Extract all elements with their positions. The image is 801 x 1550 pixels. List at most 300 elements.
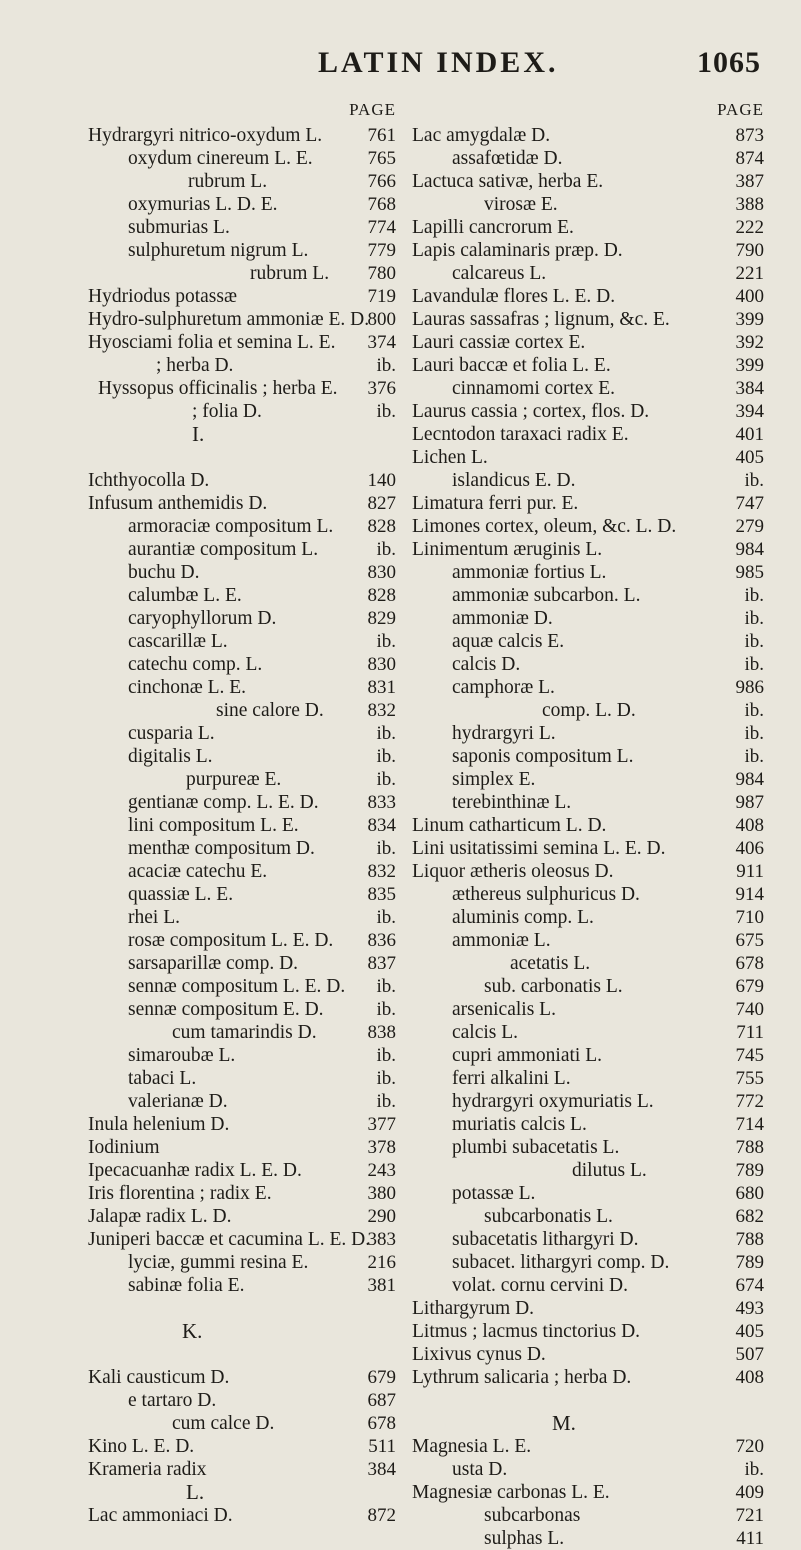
entry-page-number: 874 bbox=[735, 148, 764, 169]
entry-term: submurias L. bbox=[128, 217, 230, 238]
entry-page-number: ib. bbox=[376, 769, 396, 790]
entry-page-number: 984 bbox=[735, 769, 764, 790]
entry-page-number: 832 bbox=[367, 700, 396, 721]
index-entry bbox=[412, 308, 764, 331]
entry-page-number: 714 bbox=[735, 1114, 764, 1135]
index-entry bbox=[88, 1458, 396, 1481]
entry-term: Ichthyocolla D. bbox=[88, 470, 210, 491]
entry-page-number: 411 bbox=[736, 1528, 764, 1549]
index-entry bbox=[88, 607, 396, 630]
entry-page-number: ib. bbox=[376, 746, 396, 767]
entry-page-number: 747 bbox=[735, 493, 764, 514]
entry-term: ammoniæ L. bbox=[452, 930, 551, 951]
entry-page-number: 986 bbox=[735, 677, 764, 698]
entry-page-number: 507 bbox=[735, 1344, 764, 1365]
index-entry bbox=[88, 354, 396, 377]
index-entry bbox=[412, 975, 764, 998]
entry-gap bbox=[88, 1343, 396, 1366]
index-entry bbox=[88, 1228, 396, 1251]
entry-page-number: 765 bbox=[367, 148, 396, 169]
entry-page-number: 493 bbox=[735, 1298, 764, 1319]
entry-term: valerianæ D. bbox=[128, 1091, 228, 1112]
entry-page-number: 399 bbox=[735, 309, 764, 330]
entry-term: Infusum anthemidis D. bbox=[88, 493, 268, 514]
entry-term: calcis D. bbox=[452, 654, 521, 675]
entry-term: aquæ calcis E. bbox=[452, 631, 565, 652]
entry-page-number: 779 bbox=[367, 240, 396, 261]
entry-term: acaciæ catechu E. bbox=[128, 861, 268, 882]
entry-page-number: ib. bbox=[376, 999, 396, 1020]
entry-term: Lac ammoniaci D. bbox=[88, 1505, 233, 1526]
entry-page-number: 679 bbox=[367, 1367, 396, 1388]
index-entry bbox=[412, 1228, 764, 1251]
entry-term: comp. L. D. bbox=[542, 700, 636, 721]
entry-term: Magnesia L. E. bbox=[412, 1436, 532, 1457]
entry-term: ammoniæ fortius L. bbox=[452, 562, 607, 583]
entry-term: Hyssopus officinalis ; herba E. bbox=[98, 378, 338, 399]
entry-term: rhei L. bbox=[128, 907, 180, 928]
index-entry bbox=[88, 1113, 396, 1136]
entry-page-number: 221 bbox=[735, 263, 764, 284]
index-entry bbox=[88, 538, 396, 561]
entry-page-number: 392 bbox=[735, 332, 764, 353]
index-entry bbox=[412, 515, 764, 538]
entry-term: Lini usitatissimi semina L. E. D. bbox=[412, 838, 666, 859]
entry-page-number: 380 bbox=[367, 1183, 396, 1204]
entry-page-number: ib. bbox=[376, 1091, 396, 1112]
entry-term: Lapilli cancrorum E. bbox=[412, 217, 574, 238]
entry-term: sennæ compositum E. D. bbox=[128, 999, 324, 1020]
entry-term: subacet. lithargyri comp. D. bbox=[452, 1252, 670, 1273]
entry-page-number: 838 bbox=[367, 1022, 396, 1043]
index-entry bbox=[88, 745, 396, 768]
running-head bbox=[318, 46, 765, 86]
entry-term: Hydrargyri nitrico-oxydum L. bbox=[88, 125, 323, 146]
index-entry bbox=[88, 124, 396, 147]
entry-term: Juniperi baccæ et cacumina L. E. D. bbox=[88, 1229, 371, 1250]
entry-term: Lapis calaminaris præp. D. bbox=[412, 240, 623, 261]
entry-page-number: 745 bbox=[735, 1045, 764, 1066]
entry-term: hydrargyri L. bbox=[452, 723, 556, 744]
entry-term: dilutus L. bbox=[572, 1160, 647, 1181]
index-entry bbox=[88, 814, 396, 837]
entry-page-number: 388 bbox=[735, 194, 764, 215]
index-entry bbox=[88, 193, 396, 216]
entry-term: potassæ L. bbox=[452, 1183, 536, 1204]
entry-page-number: 405 bbox=[735, 1321, 764, 1342]
entry-page-number: 985 bbox=[735, 562, 764, 583]
entry-term: Kali causticum D. bbox=[88, 1367, 230, 1388]
index-entry bbox=[88, 285, 396, 308]
entry-page-number: 675 bbox=[735, 930, 764, 951]
index-entry bbox=[88, 791, 396, 814]
index-entry bbox=[412, 998, 764, 1021]
entry-page-number: 835 bbox=[367, 884, 396, 905]
entry-term: Lithargyrum D. bbox=[412, 1298, 535, 1319]
index-entry bbox=[88, 1044, 396, 1067]
entry-term: ammoniæ subcarbon. L. bbox=[452, 585, 641, 606]
index-entry bbox=[412, 239, 764, 262]
index-entry bbox=[412, 676, 764, 699]
entry-page-number: ib. bbox=[376, 631, 396, 652]
entry-page-number: 383 bbox=[367, 1229, 396, 1250]
entry-term: simaroubæ L. bbox=[128, 1045, 236, 1066]
entry-term: aurantiæ compositum L. bbox=[128, 539, 319, 560]
index-entry bbox=[88, 952, 396, 975]
index-entry bbox=[412, 653, 764, 676]
entry-page-number: 243 bbox=[367, 1160, 396, 1181]
running-head-page-number: 1065 bbox=[697, 46, 761, 79]
index-entry bbox=[412, 722, 764, 745]
entry-page-number: 719 bbox=[367, 286, 396, 307]
index-entry bbox=[88, 1274, 396, 1297]
entry-page-number: 678 bbox=[735, 953, 764, 974]
entry-term: armoraciæ compositum L. bbox=[128, 516, 334, 537]
index-entry bbox=[412, 768, 764, 791]
index-entry bbox=[412, 1297, 764, 1320]
index-column-left bbox=[88, 100, 396, 1527]
entry-term: terebinthinæ L. bbox=[452, 792, 572, 813]
entry-term: digitalis L. bbox=[128, 746, 213, 767]
entry-page-number: ib. bbox=[376, 401, 396, 422]
entry-page-number: 828 bbox=[367, 585, 396, 606]
entry-page-number: 829 bbox=[367, 608, 396, 629]
entry-term: Ipecacuanhæ radix L. E. D. bbox=[88, 1160, 302, 1181]
entry-term: subcarbonatis L. bbox=[484, 1206, 613, 1227]
index-entry bbox=[88, 1366, 396, 1389]
index-entry bbox=[412, 124, 764, 147]
entry-term: quassiæ L. E. bbox=[128, 884, 234, 905]
section-letter bbox=[88, 423, 396, 446]
entry-term: islandicus E. D. bbox=[452, 470, 576, 491]
entry-page-number: 832 bbox=[367, 861, 396, 882]
entry-term: subcarbonas bbox=[484, 1505, 581, 1526]
entry-term: Litmus ; lacmus tinctorius D. bbox=[412, 1321, 641, 1342]
entry-term: gentianæ comp. L. E. D. bbox=[128, 792, 319, 813]
index-entry bbox=[412, 1366, 764, 1389]
index-entry bbox=[412, 423, 764, 446]
entry-page-number: 679 bbox=[735, 976, 764, 997]
entry-page-number: 721 bbox=[735, 1505, 764, 1526]
entry-page-number: 766 bbox=[367, 171, 396, 192]
entry-term: Linimentum æruginis L. bbox=[412, 539, 603, 560]
entry-page-number: 140 bbox=[367, 470, 396, 491]
entry-page-number: 374 bbox=[367, 332, 396, 353]
entry-term: oxydum cinereum L. E. bbox=[128, 148, 313, 169]
entry-page-number: 682 bbox=[735, 1206, 764, 1227]
section-letter bbox=[412, 1412, 764, 1435]
entry-term: subacetatis lithargyri D. bbox=[452, 1229, 639, 1250]
entry-page-number: 800 bbox=[367, 309, 396, 330]
index-entry bbox=[412, 837, 764, 860]
entry-term: usta D. bbox=[452, 1459, 508, 1480]
entry-term: rubrum L. bbox=[250, 263, 330, 284]
entry-gap bbox=[412, 1389, 764, 1412]
index-entry bbox=[412, 538, 764, 561]
index-entry bbox=[88, 1182, 396, 1205]
entry-page-number: 720 bbox=[735, 1436, 764, 1457]
index-entry bbox=[412, 1159, 764, 1182]
index-entry bbox=[88, 1159, 396, 1182]
entry-term: calumbæ L. E. bbox=[128, 585, 242, 606]
index-entry bbox=[88, 837, 396, 860]
entry-term: cinnamomi cortex E. bbox=[452, 378, 615, 399]
entry-term: sarsaparillæ comp. D. bbox=[128, 953, 299, 974]
index-entry bbox=[412, 1251, 764, 1274]
entry-page-number: 873 bbox=[735, 125, 764, 146]
index-entry bbox=[412, 193, 764, 216]
entry-term: Lauri cassiæ cortex E. bbox=[412, 332, 586, 353]
entry-page-number: 377 bbox=[367, 1114, 396, 1135]
entry-term: hydrargyri oxymuriatis L. bbox=[452, 1091, 654, 1112]
index-entry bbox=[412, 446, 764, 469]
entry-page-number: 674 bbox=[735, 1275, 764, 1296]
entry-term: sine calore D. bbox=[216, 700, 324, 721]
index-entry bbox=[412, 1182, 764, 1205]
entry-page-number: 914 bbox=[735, 884, 764, 905]
entry-term: lyciæ, gummi resina E. bbox=[128, 1252, 309, 1273]
entry-term: Limones cortex, oleum, &c. L. D. bbox=[412, 516, 677, 537]
index-entry bbox=[88, 653, 396, 676]
index-entry bbox=[88, 1090, 396, 1113]
index-entry bbox=[412, 814, 764, 837]
entry-term: catechu comp. L. bbox=[128, 654, 263, 675]
entry-page-number: 772 bbox=[735, 1091, 764, 1112]
entry-term: rosæ compositum L. E. D. bbox=[128, 930, 334, 951]
entry-page-number: 790 bbox=[735, 240, 764, 261]
index-entry bbox=[88, 883, 396, 906]
entry-term: plumbi subacetatis L. bbox=[452, 1137, 620, 1158]
entry-page-number: 384 bbox=[735, 378, 764, 399]
index-entry bbox=[412, 952, 764, 975]
entry-term: Krameria radix bbox=[88, 1459, 207, 1480]
entry-page-number: 789 bbox=[735, 1252, 764, 1273]
index-entry bbox=[88, 860, 396, 883]
entry-term: ferri alkalini L. bbox=[452, 1068, 571, 1089]
entry-page-number: 376 bbox=[367, 378, 396, 399]
index-entry bbox=[412, 1435, 764, 1458]
index-entry bbox=[412, 584, 764, 607]
entry-page-number: 408 bbox=[735, 1367, 764, 1388]
entry-page-number: 406 bbox=[735, 838, 764, 859]
entry-page-number: 394 bbox=[735, 401, 764, 422]
index-entry bbox=[88, 1136, 396, 1159]
entry-page-number: 387 bbox=[735, 171, 764, 192]
entry-term: ammoniæ D. bbox=[452, 608, 553, 629]
index-entry bbox=[88, 1435, 396, 1458]
entry-term: cum tamarindis D. bbox=[172, 1022, 317, 1043]
index-entry bbox=[412, 906, 764, 929]
entry-list bbox=[88, 124, 396, 1527]
entry-page-number: 828 bbox=[367, 516, 396, 537]
index-entry bbox=[412, 561, 764, 584]
entry-page-number: ib. bbox=[376, 838, 396, 859]
entry-term: tabaci L. bbox=[128, 1068, 197, 1089]
index-entry bbox=[412, 1021, 764, 1044]
entry-gap bbox=[88, 1297, 396, 1320]
index-entry bbox=[412, 469, 764, 492]
index-entry bbox=[412, 1090, 764, 1113]
entry-term: Lactuca sativæ, herba E. bbox=[412, 171, 604, 192]
page-column-header: PAGE bbox=[717, 100, 764, 119]
index-entry bbox=[88, 699, 396, 722]
entry-page-number: 830 bbox=[367, 562, 396, 583]
index-entry bbox=[88, 1205, 396, 1228]
entry-page-number: 837 bbox=[367, 953, 396, 974]
entry-page-number: 384 bbox=[367, 1459, 396, 1480]
index-entry bbox=[88, 975, 396, 998]
entry-page-number: 378 bbox=[367, 1137, 396, 1158]
entry-page-number: ib. bbox=[744, 1459, 764, 1480]
entry-page-number: 780 bbox=[367, 263, 396, 284]
index-column-right bbox=[412, 100, 764, 1550]
index-entry bbox=[412, 745, 764, 768]
entry-term: ; herba D. bbox=[156, 355, 234, 376]
entry-term: acetatis L. bbox=[510, 953, 591, 974]
entry-term: lini compositum L. E. bbox=[128, 815, 299, 836]
entry-term: simplex E. bbox=[452, 769, 536, 790]
index-entry bbox=[412, 147, 764, 170]
section-letter-text: I. bbox=[192, 422, 205, 446]
index-entry bbox=[88, 768, 396, 791]
entry-term: arsenicalis L. bbox=[452, 999, 556, 1020]
section-letter-text: M. bbox=[552, 1411, 576, 1435]
index-entry bbox=[412, 1527, 764, 1550]
entry-page-number: 755 bbox=[735, 1068, 764, 1089]
index-entry bbox=[412, 1274, 764, 1297]
entry-term: cum calce D. bbox=[172, 1413, 275, 1434]
entry-term: e tartaro D. bbox=[128, 1390, 217, 1411]
entry-page-number: ib. bbox=[744, 746, 764, 767]
entry-term: æthereus sulphuricus D. bbox=[452, 884, 640, 905]
section-letter-text: K. bbox=[182, 1319, 203, 1343]
entry-term: assafœtidæ D. bbox=[452, 148, 563, 169]
entry-term: ; folia D. bbox=[192, 401, 262, 422]
entry-page-number: 511 bbox=[368, 1436, 396, 1457]
entry-page-number: 768 bbox=[367, 194, 396, 215]
index-entry bbox=[88, 1251, 396, 1274]
index-entry bbox=[88, 584, 396, 607]
index-entry bbox=[88, 216, 396, 239]
entry-page-number: ib. bbox=[744, 723, 764, 744]
entry-term: muriatis calcis L. bbox=[452, 1114, 587, 1135]
entry-term: sabinæ folia E. bbox=[128, 1275, 245, 1296]
index-entry bbox=[88, 400, 396, 423]
index-entry bbox=[88, 1504, 396, 1527]
section-letter bbox=[88, 1481, 396, 1504]
entry-term: Jalapæ radix L. D. bbox=[88, 1206, 232, 1227]
entry-page-number: 831 bbox=[367, 677, 396, 698]
index-entry bbox=[412, 285, 764, 308]
index-entry bbox=[412, 929, 764, 952]
entry-page-number: 788 bbox=[735, 1137, 764, 1158]
entry-list bbox=[412, 124, 764, 1550]
entry-term: calcis L. bbox=[452, 1022, 519, 1043]
entry-term: Iodinium bbox=[88, 1137, 160, 1158]
entry-term: Limatura ferri pur. E. bbox=[412, 493, 579, 514]
index-entry bbox=[88, 308, 396, 331]
index-entry bbox=[412, 1481, 764, 1504]
entry-page-number: 381 bbox=[367, 1275, 396, 1296]
index-entry bbox=[88, 906, 396, 929]
entry-term: buchu D. bbox=[128, 562, 200, 583]
entry-page-number: 827 bbox=[367, 493, 396, 514]
section-letter-text: L. bbox=[186, 1480, 205, 1504]
index-entry bbox=[88, 1412, 396, 1435]
index-entry bbox=[412, 377, 764, 400]
index-entry bbox=[412, 607, 764, 630]
index-entry bbox=[412, 1504, 764, 1527]
entry-term: cusparia L. bbox=[128, 723, 215, 744]
index-entry bbox=[88, 929, 396, 952]
entry-term: sennæ compositum L. E. D. bbox=[128, 976, 346, 997]
entry-term: sulphuretum nigrum L. bbox=[128, 240, 309, 261]
index-entry bbox=[88, 170, 396, 193]
index-entry bbox=[412, 1458, 764, 1481]
entry-page-number: ib. bbox=[744, 631, 764, 652]
entry-term: Inula helenium D. bbox=[88, 1114, 230, 1135]
entry-term: saponis compositum L. bbox=[452, 746, 634, 767]
entry-term: virosæ E. bbox=[484, 194, 558, 215]
entry-gap bbox=[88, 446, 396, 469]
index-entry bbox=[412, 170, 764, 193]
index-entry bbox=[412, 331, 764, 354]
index-entry bbox=[412, 1044, 764, 1067]
entry-page-number: 687 bbox=[367, 1390, 396, 1411]
entry-page-number: 774 bbox=[367, 217, 396, 238]
index-entry bbox=[88, 492, 396, 515]
entry-term: Iris florentina ; radix E. bbox=[88, 1183, 272, 1204]
entry-page-number: 678 bbox=[367, 1413, 396, 1434]
index-entry bbox=[412, 860, 764, 883]
entry-page-number: ib. bbox=[376, 539, 396, 560]
entry-page-number: 984 bbox=[735, 539, 764, 560]
index-entry bbox=[412, 400, 764, 423]
index-entry bbox=[88, 377, 396, 400]
entry-page-number: 216 bbox=[367, 1252, 396, 1273]
index-entry bbox=[88, 147, 396, 170]
index-entry bbox=[88, 1067, 396, 1090]
entry-term: Liquor ætheris oleosus D. bbox=[412, 861, 614, 882]
entry-page-number: ib. bbox=[376, 976, 396, 997]
index-entry bbox=[88, 561, 396, 584]
index-entry bbox=[88, 630, 396, 653]
index-entry bbox=[412, 1113, 764, 1136]
entry-term: oxymurias L. D. E. bbox=[128, 194, 278, 215]
entry-term: Lauri baccæ et folia L. E. bbox=[412, 355, 611, 376]
entry-term: cascarillæ L. bbox=[128, 631, 228, 652]
entry-term: cupri ammoniati L. bbox=[452, 1045, 603, 1066]
entry-term: camphoræ L. bbox=[452, 677, 555, 698]
entry-term: calcareus L. bbox=[452, 263, 547, 284]
index-entry bbox=[88, 262, 396, 285]
index-entry bbox=[412, 791, 764, 814]
entry-term: rubrum L. bbox=[188, 171, 268, 192]
entry-page-number: 788 bbox=[735, 1229, 764, 1250]
entry-page-number: 400 bbox=[735, 286, 764, 307]
index-entry bbox=[88, 676, 396, 699]
entry-page-number: 836 bbox=[367, 930, 396, 951]
index-entry bbox=[88, 998, 396, 1021]
entry-page-number: 833 bbox=[367, 792, 396, 813]
entry-page-number: 399 bbox=[735, 355, 764, 376]
entry-term: Laurus cassia ; cortex, flos. D. bbox=[412, 401, 650, 422]
index-entry bbox=[412, 1067, 764, 1090]
entry-page-number: ib. bbox=[744, 700, 764, 721]
entry-page-number: ib. bbox=[744, 585, 764, 606]
entry-term: Lichen L. bbox=[412, 447, 488, 468]
entry-term: Lythrum salicaria ; herba D. bbox=[412, 1367, 632, 1388]
